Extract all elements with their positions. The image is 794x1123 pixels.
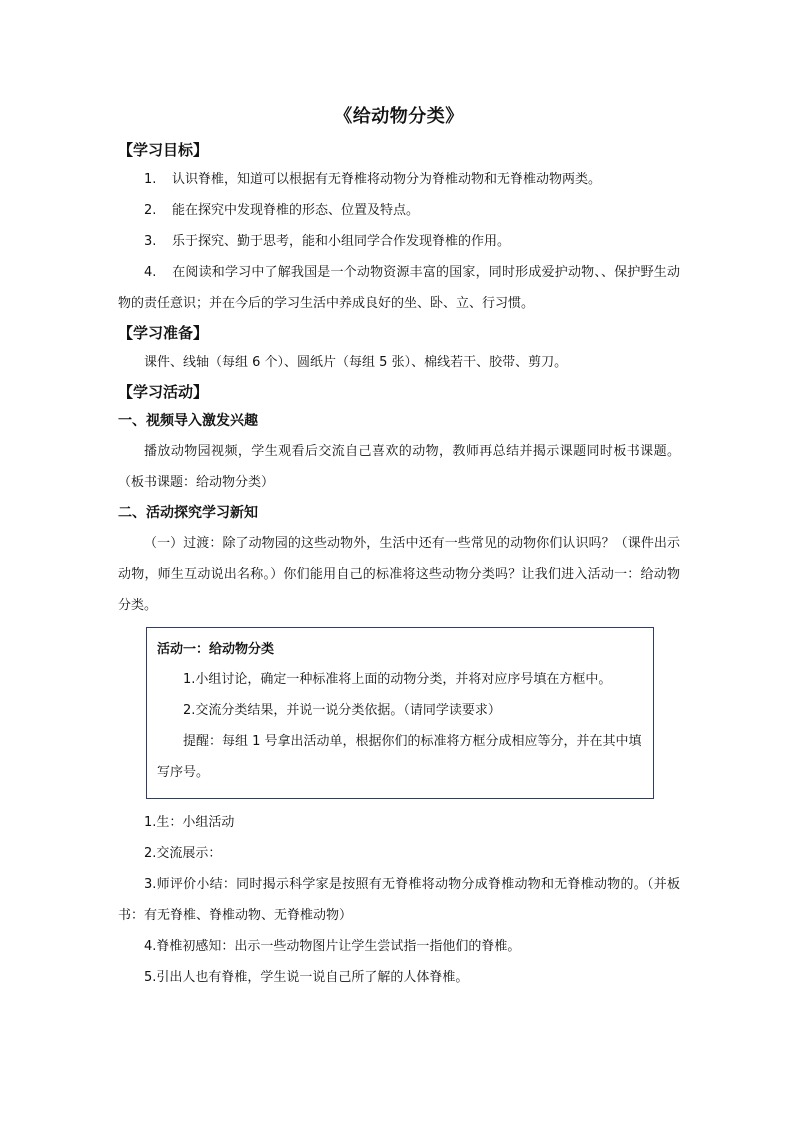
- step-item: 2.交流展示：: [144, 846, 222, 861]
- document-content: [118, 104, 680, 993]
- part1-text: 播放动物园视频，学生观看后交流自己喜欢的动物，教师再总结并揭示课题同时板书课题。（板书课题：给动物分类）: [118, 444, 680, 490]
- objective-item: [118, 164, 680, 195]
- document-title: 《给动物分类》: [334, 106, 464, 127]
- objective-number: 2.: [144, 203, 157, 218]
- step-item: 5.引出人也有脊椎，学生说一说自己所了解的人体脊椎。: [144, 970, 469, 985]
- objective-number: 3.: [144, 234, 157, 249]
- objectives-heading: 【学习目标】: [118, 141, 209, 159]
- objective-text: 能在探究中发现脊椎的形态、位置及特点。: [172, 203, 420, 218]
- objective-item: [118, 226, 680, 257]
- activity-box-title: 活动一：给动物分类: [157, 642, 275, 657]
- preparation-text: 课件、线轴（每组 6 个）、圆纸片（每组 5 张）、棉线若干、胶带、剪刀。: [144, 355, 568, 370]
- part2-heading: 二、活动探究学习新知: [118, 505, 258, 521]
- objective-item: [118, 195, 680, 226]
- part2-intro: （一）过渡：除了动物园的这些动物外，生活中还有一些常见的动物你们认识吗？（课件出示动物，师生互动说出名称。）你们能用自己的标准将这些动物分类吗？让我们进入活动一：给动物分类。: [118, 536, 680, 613]
- preparation-heading: 【学习准备】: [118, 324, 209, 342]
- step-item: 1.生：小组活动: [144, 815, 235, 830]
- objective-item: [118, 257, 680, 319]
- part1-heading: 一、视频导入激发兴趣: [118, 413, 258, 429]
- activities-heading: 【学习活动】: [118, 383, 209, 401]
- activity-box: [146, 627, 654, 799]
- step-item: 3.师评价小结：同时揭示科学家是按照有无脊椎将动物分成脊椎动物和无脊椎动物的。（并板书：有无脊椎、脊椎动物、无脊椎动物）: [118, 877, 680, 923]
- activity-box-line: 2.交流分类结果，并说一说分类依据。（请同学读要求）: [183, 703, 501, 718]
- steps-list: [118, 807, 680, 993]
- objective-text: 认识脊椎，知道可以根据有无脊椎将动物分为脊椎动物和无脊椎动物两类。: [172, 172, 602, 187]
- objective-text: 在阅读和学习中了解我国是一个动物资源丰富的国家，同时形成爱护动物、、保护野生动物的责任意识；并在今后的学习生活中养成良好的坐、卧、立、行习惯。: [118, 265, 680, 311]
- activity-box-line: 1.小组讨论，确定一种标准将上面的动物分类，并将对应序号填在方框中。: [183, 672, 612, 687]
- objective-number: 4.: [144, 265, 157, 280]
- objective-number: 1.: [144, 172, 157, 187]
- objective-text: 乐于探究、勤于思考，能和小组同学合作发现脊椎的作用。: [172, 234, 511, 249]
- step-item: 4.脊椎初感知：出示一些动物图片让学生尝试指一指他们的脊椎。: [144, 939, 521, 954]
- activity-box-reminder: 提醒：每组 1 号拿出活动单，根据你们的标准将方框分成相应等分，并在其中填写序号。: [157, 734, 642, 780]
